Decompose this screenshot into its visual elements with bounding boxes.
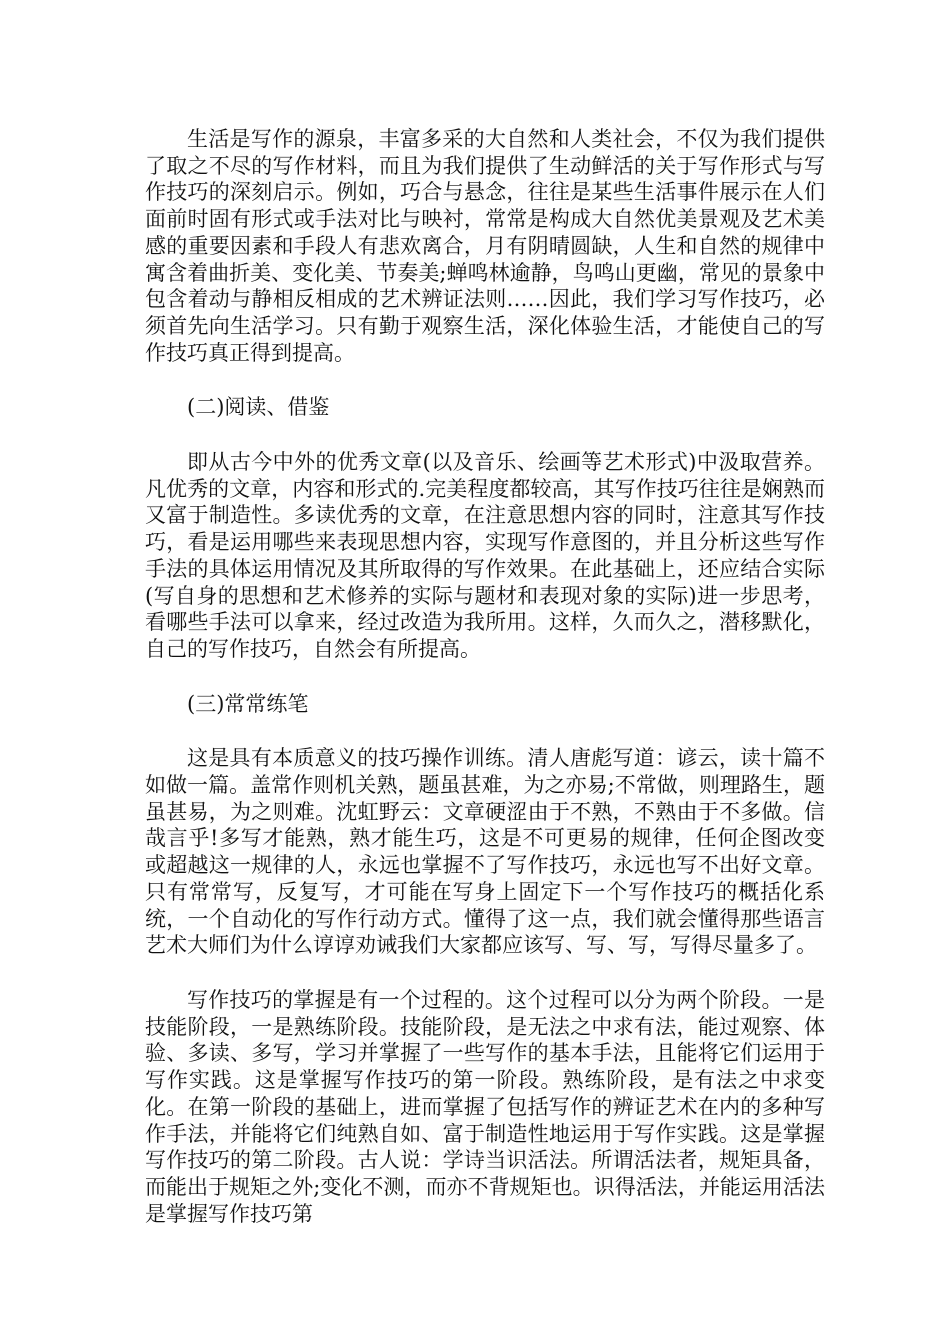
document-body bbox=[145, 126, 825, 1255]
paragraph-reading: 即从古今中外的优秀文章(以及音乐、绘画等艺术形式)中汲取营养。凡优秀的文章，内容和形式的.完美程度都较高，其写作技巧往往是娴熟而又富于制造性。多读优秀的文章，在注意思想内容的同时，注意其写作技巧，看是运用哪些来表现思想内容，实现写作意图的，并且分析这些写作手法的具体运用情况及其所取得的写作效果。在此基础上，还应结合实际(写自身的思想和艺术修养的实际与题材和表现对象的实际)进一步思考，看哪些手法可以拿来，经过改造为我所用。这样，久而久之，潜移默化，自己的写作技巧，自然会有所提高。 bbox=[145, 450, 825, 661]
paragraph-life-source: 生活是写作的源泉，丰富多采的大自然和人类社会，不仅为我们提供了取之不尽的写作材料，而且为我们提供了生动鲜活的关于写作形式与写作技巧的深刻启示。例如，巧合与悬念，往往是某些生活事件展示在人们面前时固有形式或手法对比与映衬，常常是构成大自然优美景观及艺术美感的重要因素和手段人有悲欢离合，月有阴晴圆缺，人生和自然的规律中寓含着曲折美、变化美、节奏美;蝉鸣林逾静，鸟鸣山更幽，常见的景象中包含着动与静相反相成的艺术辨证法则……因此，我们学习写作技巧，必须首先向生活学习。只有勤于观察生活，深化体验生活，才能使自己的写作技巧真正得到提高。 bbox=[145, 127, 825, 365]
section-heading-practice: (三)常常练笔 bbox=[187, 691, 309, 716]
section-heading-reading: (二)阅读、借鉴 bbox=[187, 395, 330, 420]
paragraph-practice: 这是具有本质意义的技巧操作训练。清人唐彪写道：谚云，读十篇不如做一篇。盖常作则机关熟，题虽甚难，为之亦易;不常做，则理路生，题虽甚易，为之则难。沈虹野云：文章硬涩由于不熟，不熟由于不多做。信哉言乎!多写才能熟，熟才能生巧，这是不可更易的规律，任何企图改变或超越这一规律的人，永远也掌握不了写作技巧，永远也写不出好文章。只有常常写，反复写，才可能在写身上固定下一个写作技巧的概括化系统，一个自动化的写作行动方式。懂得了这一点，我们就会懂得那些语言艺术大师们为什么谆谆劝诫我们大家都应该写、写、写，写得尽量多了。 bbox=[145, 746, 825, 958]
paragraph-two-stages: 写作技巧的掌握是有一个过程的。这个过程可以分为两个阶段。一是技能阶段，一是熟练阶段。技能阶段，是无法之中求有法，能过观察、体验、多读、多写，学习并掌握了一些写作的基本手法，且能将它们运用于写作实践。这是掌握写作技巧的第一阶段。熟练阶段，是有法之中求变化。在第一阶段的基础上，进而掌握了包括写作的辨证艺术在内的多种写作手法，并能将它们纯熟自如、富于制造性地运用于写作实践。这是掌握写作技巧的第二阶段。古人说：学诗当识活法。所谓活法者，规矩具备，而能出于规矩之外;变化不测，而亦不背规矩也。识得活法，并能运用活法是掌握写作技巧第 bbox=[145, 987, 825, 1226]
